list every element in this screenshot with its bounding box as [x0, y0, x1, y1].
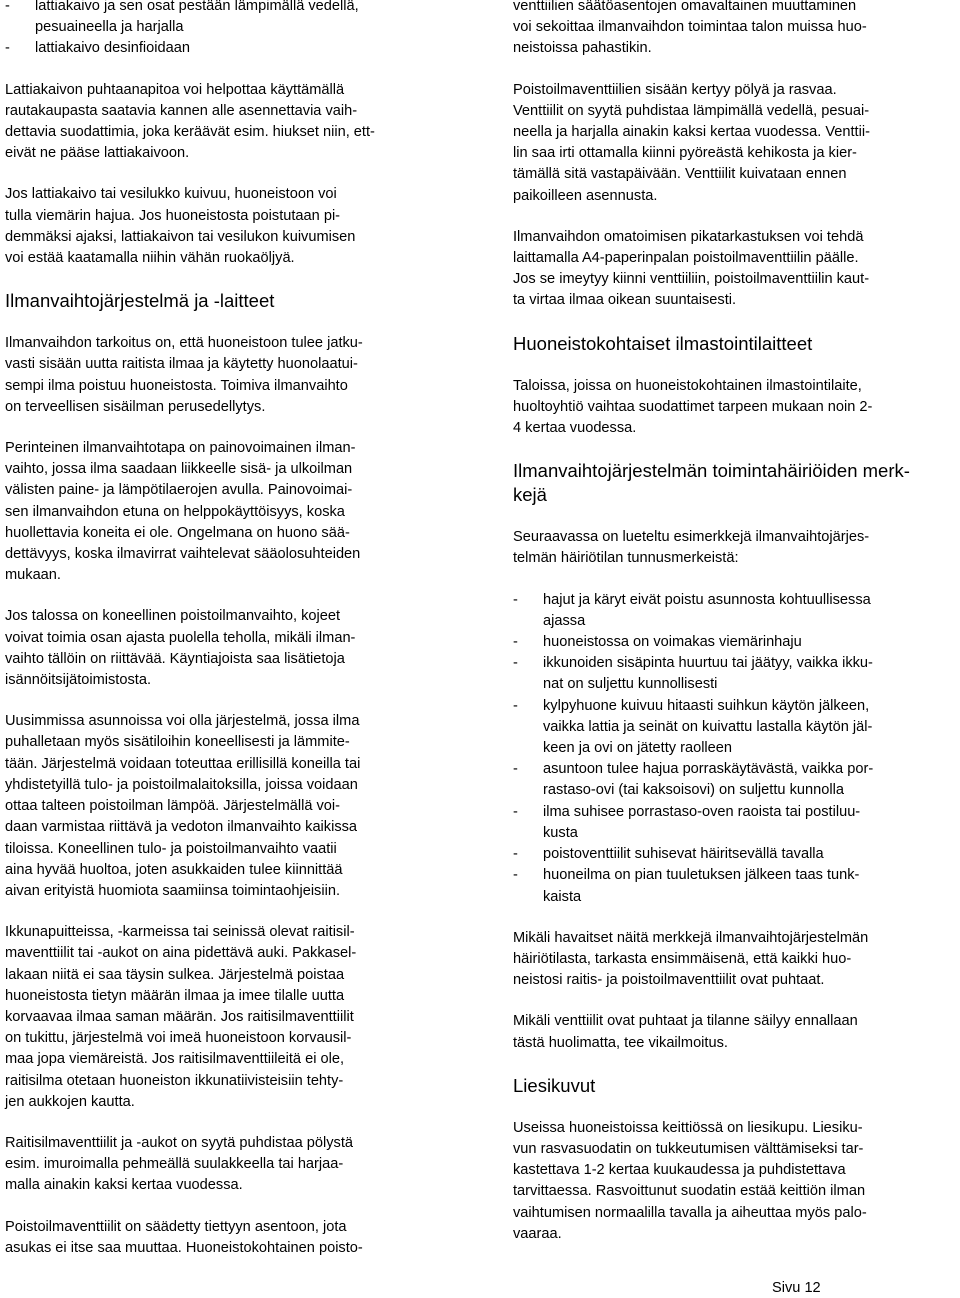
text-line: laittamalla A4-paperinpalan poistoilmaventtiilin päälle. — [513, 250, 859, 267]
text-line: on tukittu, järjestelmä voi imeä huoneistoon korvausil- — [5, 1030, 352, 1047]
text-line: korvaavaa ilmaa saman määrän. Jos raitisilmaventtiilit — [5, 1008, 354, 1025]
text-line: huoneistosta tietyn määrän ilmaa ja imee tilalle uutta — [5, 987, 345, 1004]
text-line: kejä — [513, 484, 547, 506]
text-line: tästä huolimatta, tee vikailmoitus. — [513, 1034, 728, 1051]
right-column — [513, 0, 958, 1265]
left-column-body — [5, 80, 450, 1259]
text-line: asukas ei itse saa muuttaa. Huoneistokohtainen poisto- — [5, 1239, 363, 1256]
text-line: voi estää kaatamalla niihin vähän ruokaöljyä. — [5, 250, 295, 267]
text-line: keen ja ovi on jätetty raolleen — [543, 740, 733, 757]
text-line: vaaraa. — [513, 1225, 562, 1242]
text-line: Liesikuvut — [513, 1074, 596, 1096]
paragraph — [5, 922, 450, 1113]
text-line: dettavia suodattimia, joka keräävät esim. hiukset niin, ett- — [5, 124, 375, 141]
text-line: neella ja harjalla ainakin kaksi kertaa vuodessa. Venttii- — [513, 124, 870, 141]
text-line: Mikäli havaitset näitä merkkejä ilmanvaihtojärjestelmän — [513, 929, 869, 946]
text-line: vun rasvasuodatin on tukkeutumisen välttämiseksi tar- — [513, 1140, 864, 1157]
section-heading — [5, 289, 450, 313]
text-line: tulla viemärin hajua. Jos huoneistosta poistutaan pi- — [5, 207, 341, 224]
list-item — [513, 759, 958, 801]
paragraph — [513, 1011, 958, 1053]
text-line: Taloissa, joissa on huoneistokohtainen ilmastointilaite, — [513, 377, 862, 394]
text-line: vaihtumisen normaalilla tavalla ja aiheuttaa myös palo- — [513, 1204, 867, 1221]
text-line: isännöitsijätoimistosta. — [5, 672, 152, 689]
text-line: aina hyvää huoltoa, joten asukkaiden tulee kiinnittää — [5, 861, 343, 878]
paragraph — [513, 527, 958, 569]
dash-marker: - — [513, 846, 518, 863]
text-line: ikkunoiden sisäpinta huurtuu tai jäätyy, vaikka ikku- — [543, 655, 873, 672]
paragraph — [5, 80, 450, 165]
bullet-list — [513, 590, 958, 908]
text-line: sempi ilma poistuu huoneistosta. Toimiva ilmanvaihto — [5, 377, 348, 394]
text-line: asuntoon tulee hajua porraskäytävästä, vaikka por- — [543, 761, 874, 778]
list-item — [513, 632, 958, 653]
text-line: sen ilmanvaihdon etuna on helppokäyttöisyys, koska — [5, 503, 345, 520]
text-line: Ilmanvaihdon omatoimisen pikatarkastuksen voi tehdä — [513, 228, 864, 245]
dash-marker: - — [513, 867, 518, 884]
list-item — [513, 696, 958, 760]
list-item — [513, 844, 958, 865]
dash-marker: - — [5, 0, 10, 14]
text-line: Ilmanvaihtojärjestelmä ja -laitteet — [5, 290, 275, 312]
section-heading — [513, 332, 958, 356]
text-line: häiriötilasta, tarkasta ensimmäisenä, että kaikki huo- — [513, 950, 852, 967]
paragraph — [5, 333, 450, 418]
text-line: lakaan niitä ei saa täysin sulkea. Järjestelmä poistaa — [5, 966, 345, 983]
text-line: Lattiakaivon puhtaanapitoa voi helpottaa käyttämällä — [5, 81, 345, 98]
text-line: malla ainakin kaksi kertaa vuodessa. — [5, 1177, 243, 1194]
list-item — [513, 802, 958, 844]
list-item — [513, 653, 958, 695]
text-line: vaihto tällöin on riittävää. Käyntiajoista saa lisätietoja — [5, 650, 345, 667]
page-number: Sivu 12 — [772, 1280, 821, 1296]
dash-marker: - — [513, 655, 518, 672]
paragraph — [5, 1217, 450, 1259]
text-line: Mikäli venttiilit ovat puhtaat ja tilanne säilyy ennallaan — [513, 1013, 858, 1030]
dash-marker: - — [513, 697, 518, 714]
paragraph — [513, 80, 958, 207]
text-line: Poistoilmaventtiilit on säädetty tiettyyn asentoon, jota — [5, 1218, 347, 1235]
text-line: dettävyys, koska ilmavirrat vaihtelevat sääolosuhteiden — [5, 546, 361, 563]
text-line: voivat toimia osan ajasta puolella teholla, mikäli ilman- — [5, 629, 356, 646]
text-line: huoneilma on pian tuuletuksen jälkeen taas tunk- — [543, 867, 860, 884]
text-line: mukaan. — [5, 567, 61, 584]
text-line: Uusimmissa asunnoissa voi olla järjestelmä, jossa ilma — [5, 713, 360, 730]
text-line: puhalletaan myös sisätiloihin koneellisesti ja lämmite- — [5, 734, 350, 751]
text-line: tarvittaessa. Rasvoittunut suodatin estää keittiön ilman — [513, 1183, 866, 1200]
text-line: lin saa irti ottamalla kiinni pyöreästä kehikosta ja kier- — [513, 145, 857, 162]
text-line: tämällä sitä vastapäivään. Venttiilit kuivataan ennen — [513, 166, 847, 183]
text-line: Raitisilmaventtiilit ja -aukot on syytä puhdistaa pölystä — [5, 1134, 353, 1151]
text-line: Jos talossa on koneellinen poistoilmanvaihto, kojeet — [5, 608, 341, 625]
text-line: Seuraavassa on lueteltu esimerkkejä ilmanvaihtojärjes- — [513, 529, 870, 546]
text-line: kaista — [543, 888, 582, 905]
text-line: Ilmanvaihtojärjestelmän toimintahäiriöiden merk- — [513, 460, 910, 482]
text-line: telmän häiriötilan tunnusmerkeistä: — [513, 550, 739, 567]
text-line: paikoilleen asennusta. — [513, 187, 658, 204]
text-line: Jos lattiakaivo tai vesilukko kuivuu, huoneistoon voi — [5, 186, 337, 203]
dash-marker: - — [513, 591, 518, 608]
dash-marker: - — [513, 634, 518, 651]
text-line: välisten paine- ja lämpötilaerojen avulla. Painovoimai- — [5, 482, 353, 499]
list-item — [513, 865, 958, 907]
list-item — [5, 0, 450, 38]
text-line: lattiakaivo ja sen osat pestään lämpimällä vedellä, — [35, 0, 359, 14]
text-line: huoltoyhtiö vaihtaa suodattimet tarpeen mukaan noin 2- — [513, 398, 873, 415]
text-line: eivät ne pääse lattiakaivoon. — [5, 145, 190, 162]
right-column-body — [513, 0, 958, 1245]
dash-marker: - — [513, 803, 518, 820]
text-line: kastettava 1-2 kertaa kuukaudessa ja puhdistettava — [513, 1162, 846, 1179]
text-line: Ilmanvaihdon tarkoitus on, että huoneistoon tulee jatku- — [5, 335, 363, 352]
text-line: maa jopa viemäreistä. Jos raitisilmaventtiileitä ei ole, — [5, 1051, 345, 1068]
text-line: on terveellisen sisäilman perusedellytys. — [5, 398, 266, 415]
paragraph — [5, 438, 450, 586]
text-line: 4 kertaa vuodessa. — [513, 420, 637, 437]
paragraph — [513, 0, 958, 60]
text-line: tiloissa. Koneellinen tulo- ja poistoilmanvaihto vaatii — [5, 840, 337, 857]
text-line: Perinteinen ilmanvaihtotapa on painovoimainen ilman- — [5, 440, 356, 457]
text-line: ajassa — [543, 612, 586, 629]
text-line: Huoneistokohtaiset ilmastointilaitteet — [513, 332, 813, 354]
text-line: poistoventtiilit suhisevat häiritsevällä tavalla — [543, 846, 824, 863]
text-line: neistoissa pahastikin. — [513, 40, 652, 57]
paragraph — [513, 227, 958, 312]
text-line: ta virtaa ilmaa oikean suuntaisesti. — [513, 292, 737, 309]
paragraph — [513, 928, 958, 992]
paragraph — [5, 1133, 450, 1197]
list-item — [5, 38, 450, 59]
paragraph — [5, 711, 450, 902]
text-line: aivan erityistä huomiota saamiinsa toimintaohjeisiin. — [5, 882, 341, 899]
text-line: rautakaupasta saatavia kannen alle asennettavia vaih- — [5, 102, 358, 119]
text-line: maventtiilit tai -aukot on aina pidettävä auki. Pakkasel- — [5, 945, 357, 962]
text-line: vaikka lattia ja seinät on kuivattu lastalla käytön jäl- — [543, 718, 873, 735]
text-line: tään. Järjestelmä voidaan toteuttaa erillisillä koneilla tai — [5, 755, 361, 772]
text-line: venttiilien säätöasentojen omavaltainen muuttaminen — [513, 0, 857, 14]
paragraph — [513, 376, 958, 440]
text-line: rastaso-ovi (tai kaksoisovi) on suljettu kunnolla — [543, 782, 844, 799]
text-line: vaihto, jossa ilma saadaan liikkeelle sisä- ja ulkoilman — [5, 461, 353, 478]
paragraph — [513, 1118, 958, 1245]
text-line: huollettavia koneita ei ole. Ongelmana on huono sää- — [5, 524, 350, 541]
text-line: yhdistetyillä tulo- ja poistoilmalaitoksilla, joissa voidaan — [5, 776, 358, 793]
text-line: ottaa talteen poistoilman lämpöä. Järjestelmällä voi- — [5, 798, 341, 815]
text-line: kylpyhuone kuivuu hitaasti suihkun käytön jälkeen, — [543, 697, 870, 714]
dash-marker: - — [513, 761, 518, 778]
paragraph — [5, 606, 450, 691]
text-line: nat on suljettu kunnollisesti — [543, 676, 718, 693]
text-line: Jos se imeytyy kiinni venttiiliin, poistoilmaventtiilin kaut- — [513, 271, 870, 288]
text-line: ilma suhisee porrastaso-oven raoista tai postiluu- — [543, 803, 861, 820]
text-line: demmäksi ajaksi, lattiakaivon tai vesilukon kuivumisen — [5, 228, 356, 245]
text-line: Useissa huoneistoissa keittiössä on liesikupu. Liesiku- — [513, 1119, 863, 1136]
section-heading — [513, 1074, 958, 1098]
text-line: esim. imuroimalla pehmeällä suulakkeella tai harjaa- — [5, 1156, 344, 1173]
intro-list — [5, 0, 450, 60]
text-line: jen aukkojen kautta. — [5, 1093, 135, 1110]
text-line: daan varmistaa riittävä ja vedoton ilmanvaihto kaikissa — [5, 819, 358, 836]
paragraph — [5, 184, 450, 269]
text-line: kusta — [543, 824, 578, 841]
text-line: Poistoilmaventtiilien sisään kertyy pölyä ja rasvaa. — [513, 81, 837, 98]
list-item — [513, 590, 958, 632]
text-line: raitisilma otetaan huoneiston ikkunatiivisteisiin tehty- — [5, 1072, 344, 1089]
left-column — [5, 0, 450, 1279]
text-line: pesuaineella ja harjalla — [35, 19, 184, 36]
text-line: vasti sisään uutta raitista ilmaa ja käytetty huonolaatui- — [5, 356, 358, 373]
text-line: Venttiilit on syytä puhdistaa lämpimällä vedellä, pesuai- — [513, 102, 870, 119]
dash-marker: - — [5, 40, 10, 57]
text-line: Ikkunapuitteissa, -karmeissa tai seinissä olevat raitisil- — [5, 924, 355, 941]
text-line: hajut ja käryt eivät poistu asunnosta kohtuullisessa — [543, 591, 871, 608]
text-line: neistosi raitis- ja poistoilmaventtiilit ovat puhtaat. — [513, 972, 825, 989]
text-line: huoneistossa on voimakas viemärinhaju — [543, 634, 802, 651]
text-line: voi sekoittaa ilmanvaihdon toimintaa talon muissa huo- — [513, 19, 867, 36]
section-heading — [513, 459, 958, 507]
text-line: lattiakaivo desinfioidaan — [35, 40, 190, 57]
